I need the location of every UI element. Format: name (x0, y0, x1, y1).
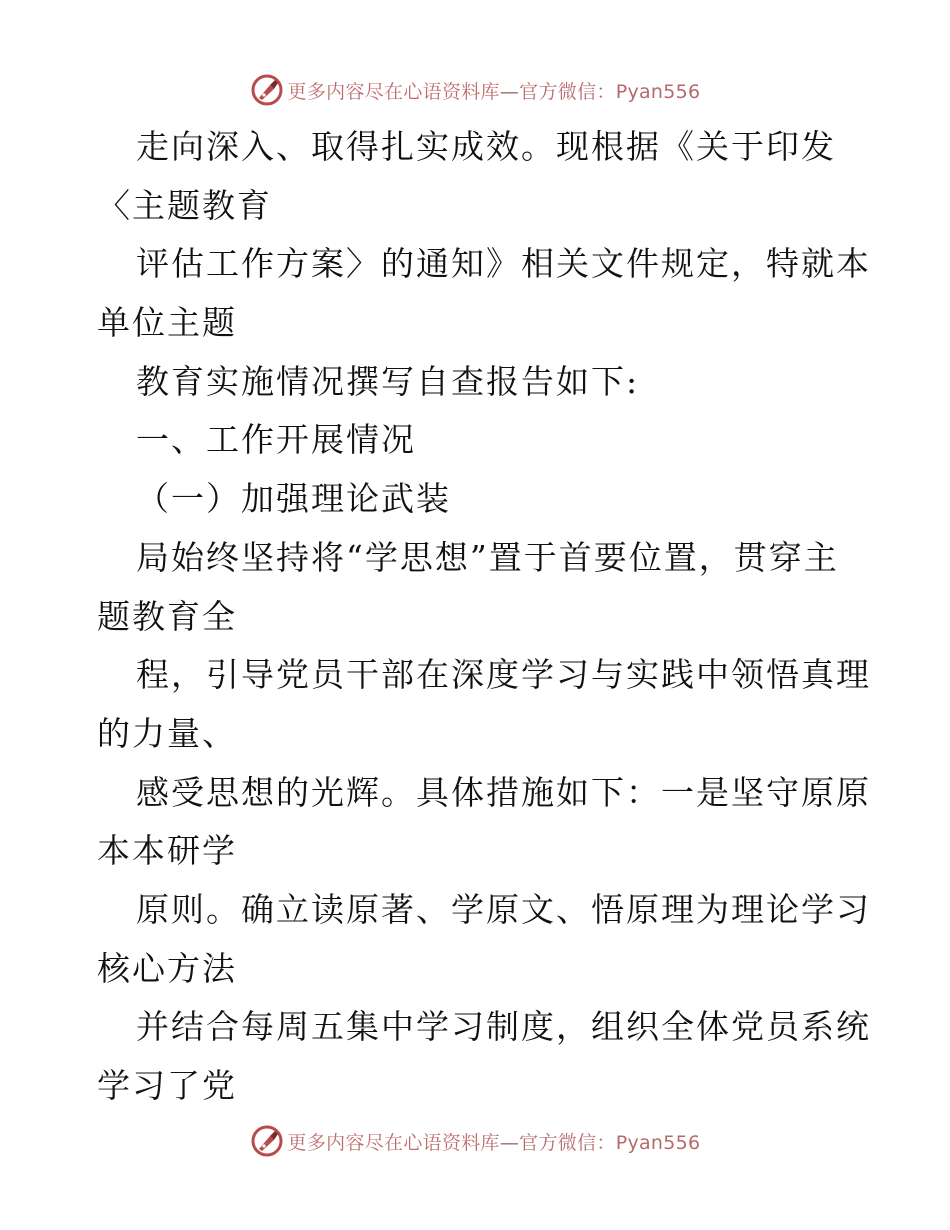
watermark-site-text: 更多内容尽在心语资料库 (287, 1131, 500, 1154)
watermark-wechat-id: Pyan556 (615, 1131, 701, 1154)
watermark-separator: — (499, 1131, 520, 1154)
text-line: 教育实施情况撰写自查报告如下: (136, 361, 640, 401)
text-line: 一、工作开展情况 (136, 420, 416, 460)
text-line: 题教育全 (97, 596, 237, 636)
text-line: 学习了党 (97, 1066, 237, 1105)
document-body (0, 118, 950, 1116)
footer-watermark (0, 1121, 950, 1161)
text-line: 并结合每周五集中学习制度，组织全体党员系统 (136, 1007, 871, 1047)
pen-nib-logo-icon (250, 73, 284, 107)
watermark-wechat-id: Pyan556 (615, 80, 701, 103)
text-line: 的力量、 (97, 713, 237, 753)
watermark-site-text: 更多内容尽在心语资料库 (287, 80, 500, 103)
text-line: 本本研学 (97, 831, 237, 871)
pen-nib-logo-icon (250, 1124, 284, 1158)
text-line: 原则。确立读原著、学原文、悟原理为理论学习 (136, 889, 871, 929)
text-line: 单位主题 (97, 303, 237, 343)
text-line: 评估工作方案〉的通知》相关文件规定，特就本 (136, 244, 871, 284)
text-line: 走向深入、取得扎实成效。现根据《关于印发 (136, 127, 836, 166)
text-line: 〈主题教育 (97, 185, 272, 225)
watermark-wechat-label: 官方微信： (519, 80, 616, 103)
text-line: 感受思想的光辉。具体措施如下：一是坚守原原 (136, 772, 871, 812)
watermark-separator: — (499, 80, 520, 103)
text-line: 程，引导党员干部在深度学习与实践中领悟真理 (136, 655, 871, 695)
header-watermark (0, 70, 950, 110)
watermark-wechat-label: 官方微信： (519, 1131, 616, 1154)
text-line: 局始终坚持将“学思想”置于首要位置，贯穿主 (136, 537, 839, 577)
text-line: （一）加强理论武装 (136, 479, 451, 519)
text-line: 核心方法 (97, 948, 237, 988)
